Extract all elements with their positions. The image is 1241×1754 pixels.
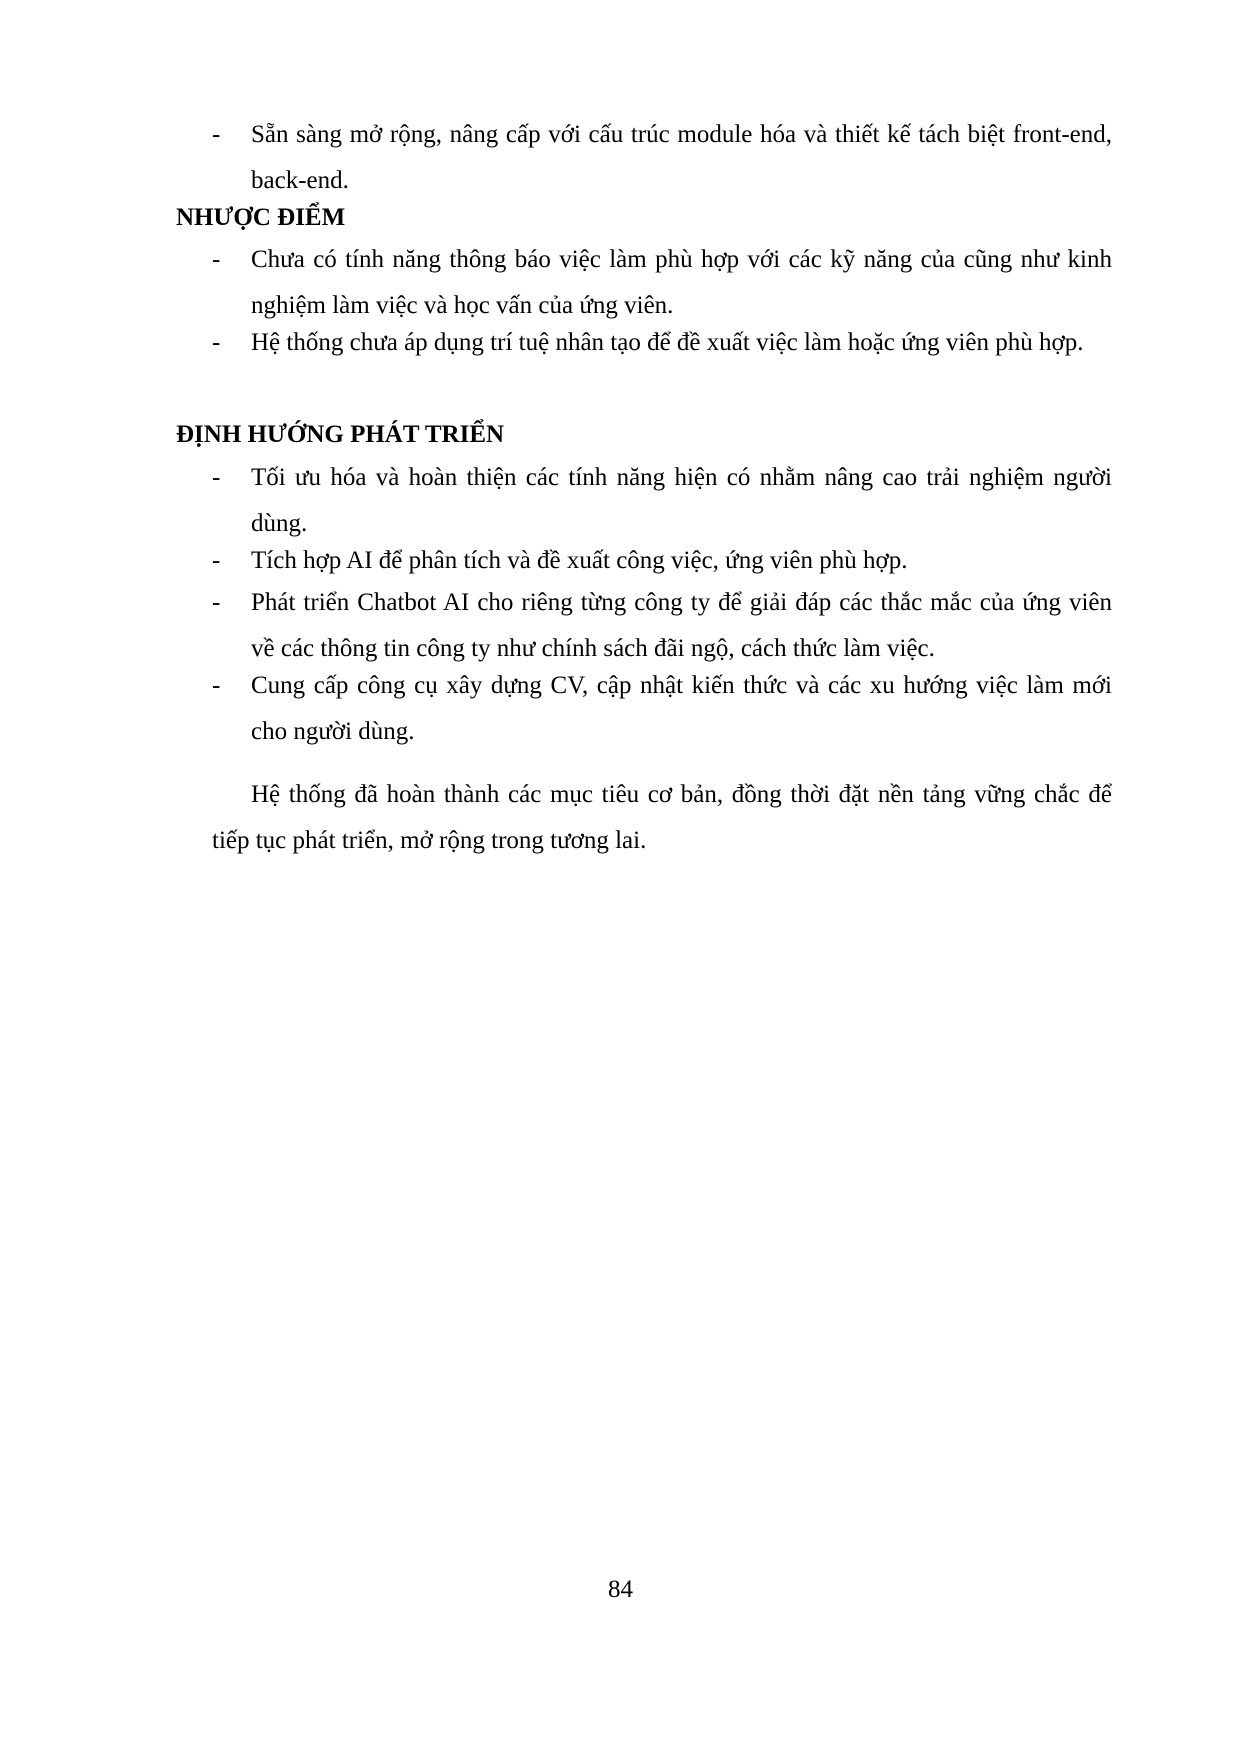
list-item-text: Sẵn sàng mở rộng, nâng cấp với cấu trúc module hóa và thiết kế tách biệt front-end, back-end.: [251, 121, 1112, 194]
section-heading-disadvantages: NHƯỢC ĐIỂM: [176, 204, 346, 231]
bullet-dash: -: [212, 589, 221, 616]
conclusion-paragraph: Hệ thống đã hoàn thành các mục tiêu cơ bản, đồng thời đặt nền tảng vững chắc để tiếp tục phát triển, mở rộng trong tương lai.: [212, 781, 1112, 854]
section-heading-development: ĐỊNH HƯỚNG PHÁT TRIỂN: [176, 421, 505, 448]
list-item-text: Tích hợp AI để phân tích và đề xuất công việc, ứng viên phù hợp.: [251, 547, 908, 574]
list-item-text: Hệ thống chưa áp dụng trí tuệ nhân tạo để đề xuất việc làm hoặc ứng viên phù hợp.: [251, 329, 1084, 356]
list-item-text: Cung cấp công cụ xây dựng CV, cập nhật kiến thức và các xu hướng việc làm mới cho người dùng.: [251, 672, 1112, 745]
list-item-advantage: [212, 112, 1112, 204]
bullet-dash: -: [212, 329, 221, 356]
bullet-dash: -: [212, 121, 221, 148]
bullet-dash: -: [212, 547, 221, 574]
page-number: 84: [608, 1576, 633, 1603]
list-item-disadvantage: [212, 237, 1112, 329]
bullet-dash: -: [212, 672, 221, 699]
list-item-development: [212, 538, 1112, 584]
bullet-dash: -: [212, 464, 221, 491]
list-item-text: Tối ưu hóa và hoàn thiện các tính năng hiện có nhằm nâng cao trải nghiệm người dùng.: [251, 464, 1112, 537]
list-item-text: Chưa có tính năng thông báo việc làm phù hợp với các kỹ năng của cũng như kinh nghiệm làm việc và học vấn của ứng viên.: [251, 246, 1112, 319]
list-item-development: [212, 455, 1112, 547]
list-item-disadvantage: [212, 320, 1112, 366]
list-item-development: [212, 580, 1112, 672]
list-item-development: [212, 663, 1112, 755]
bullet-dash: -: [212, 246, 221, 273]
list-item-text: Phát triển Chatbot AI cho riêng từng công ty để giải đáp các thắc mắc của ứng viên về các thông tin công ty như chính sách đãi ngộ, cách thức làm việc.: [251, 589, 1112, 662]
